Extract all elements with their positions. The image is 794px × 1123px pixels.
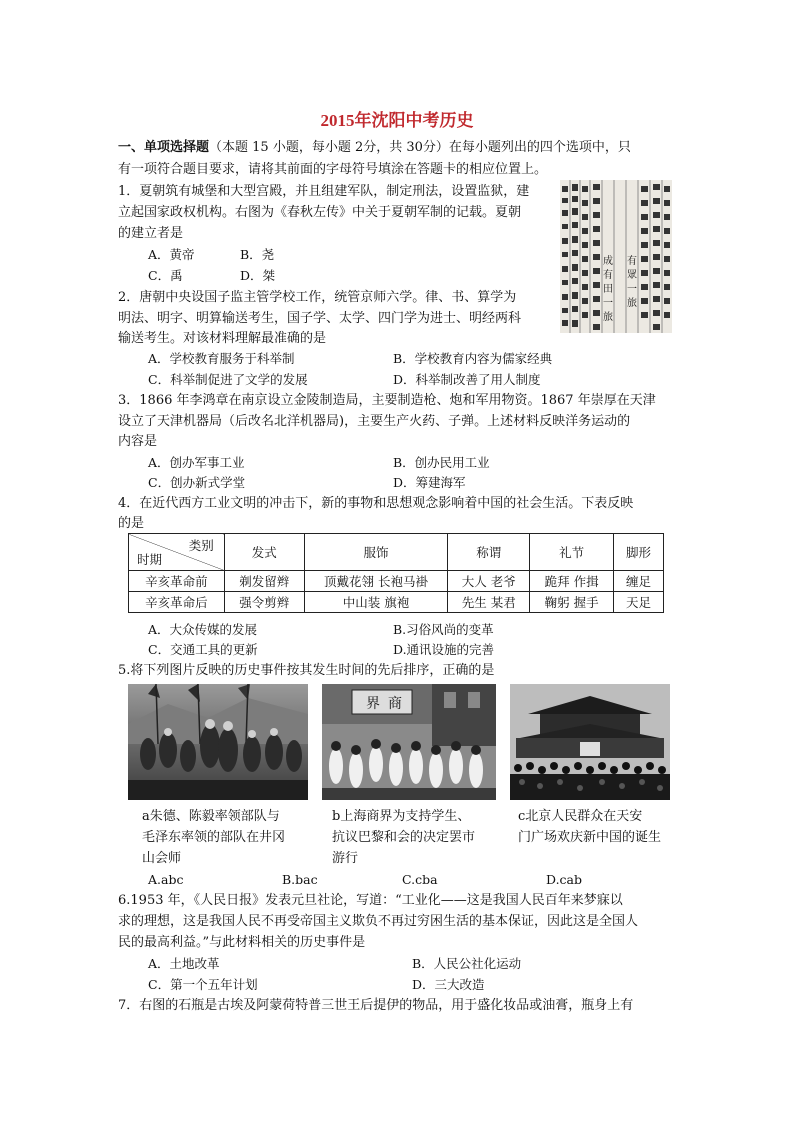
q3-option-a: A．创办军事工业 <box>148 455 245 470</box>
q3-line-1: 3．1866 年李鸿章在南京设立金陵制造局，主要制造枪、炮和军用物资。1867 年崇厚在天津 <box>118 393 656 408</box>
q5-option-b: B.bac <box>282 872 318 887</box>
caption-line: 山会师 <box>142 851 182 866</box>
table-cell: 顶戴花翎 长袍马褂 <box>304 571 448 592</box>
caption-line: c北京人民群众在天安 <box>518 809 643 824</box>
q7-line-1: 7．右图的石瓶是古埃及阿蒙荷特普三世王后提伊的物品，用于盛化妆品或油膏，瓶身上有 <box>118 998 634 1013</box>
scroll-glyph: 一 <box>627 284 637 295</box>
table-cell: 鞠躬 握手 <box>530 592 614 613</box>
q2-line-1: 2．唐朝中央设国子监主管学校工作，统管京师六学。律、书、算学为 <box>118 290 517 305</box>
q2-line-3: 输送考生。对该材料理解最准确的是 <box>118 331 327 346</box>
q3-option-b: B．创办民用工业 <box>393 455 490 470</box>
table-header: 发式 <box>224 534 304 571</box>
scroll-glyph: 眾 <box>627 270 637 281</box>
table-cell: 大人 老爷 <box>448 571 530 592</box>
scroll-glyph: 成 <box>603 256 613 267</box>
q1-line-3: 的建立者是 <box>118 226 184 241</box>
q1-option-a: A．黄帝 <box>148 247 195 262</box>
q3-line-3: 内容是 <box>118 434 158 449</box>
table-cell: 剃发留辫 <box>224 571 304 592</box>
q4-option-b: B.习俗风尚的变革 <box>393 622 494 637</box>
q1-line-1: 1．夏朝筑有城堡和大型宫殿，并且组建军队，制定刑法，设置监狱，建 <box>118 184 530 199</box>
q1-line-2: 立起国家政权机构。右图为《春秋左传》中关于夏朝军制的记载。夏朝 <box>118 205 522 220</box>
q6-line-1: 6.1953 年，《人民日报》发表元旦社论，写道：“工业化——这是我国人民百年来梦寐以 <box>118 893 623 908</box>
corner-period-label: 时期 <box>137 552 163 567</box>
q6-option-a: A．土地改革 <box>148 956 220 971</box>
scroll-glyph: 田 <box>603 284 613 295</box>
customs-table <box>128 533 664 613</box>
q1-option-d: D．桀 <box>240 268 276 283</box>
table-cell: 强令剪辫 <box>224 592 304 613</box>
caption-line: 毛泽东率领的部队在井冈 <box>142 830 286 845</box>
caption-line: a朱德、陈毅率领部队与 <box>142 809 280 824</box>
table-cell: 先生 某君 <box>448 592 530 613</box>
shanghai-strike-photo <box>322 684 496 800</box>
q2-option-d: D．科举制改善了用人制度 <box>393 372 541 387</box>
q6-line-2: 求的理想，这是我国人民不再受帝国主义欺负不再过穷困生活的基本保证，因此这是全国人 <box>118 914 639 929</box>
q6-option-c: C．第一个五年计划 <box>148 977 258 992</box>
table-header: 脚形 <box>614 534 664 571</box>
table-cell: 缠足 <box>614 571 664 592</box>
q1-option-b: B．尧 <box>240 247 275 262</box>
q3-line-2: 设立了天津机器局（后改名北洋机器局)，主要生产火药、子弹。上述材料反映洋务运动的 <box>118 414 631 429</box>
section-intro-text: （本题 15 小题，每小题 2分，共 30分）在每小题列出的四个选项中，只 <box>209 140 631 155</box>
section-heading: 一、单项选择题 <box>118 140 210 155</box>
section-intro-line-2: 有一项符合题目要求，请将其前面的字母符号填涂在答题卡的相应位置上。 <box>118 162 548 177</box>
table-row <box>129 592 664 613</box>
q5-line: 5.将下列图片反映的历史事件按其发生时间的先后排序，正确的是 <box>118 663 495 678</box>
scroll-glyph: 旅 <box>603 312 613 323</box>
q6-option-b: B．人民公社化运动 <box>412 956 522 971</box>
corner-category-label: 类别 <box>188 538 214 553</box>
caption-line: b上海商界为支持学生、 <box>332 809 471 824</box>
page-title: 2015年沈阳中考历史 <box>320 111 474 130</box>
q5-option-d: D.cab <box>546 872 583 887</box>
jinggangshan-meeting-photo <box>128 684 308 800</box>
scroll-glyph: 旅 <box>627 298 637 309</box>
q6-line-3: 民的最高利益。”与此材料相关的历史事件是 <box>118 935 366 950</box>
scroll-glyph: 有 <box>603 270 613 281</box>
q2-option-b: B．学校教育内容为儒家经典 <box>393 351 553 366</box>
q4-line-1: 4．在近代西方工业文明的冲击下，新的事物和思想观念影响着中国的社会生活。下表反映 <box>118 496 634 511</box>
q3-option-c: C．创办新式学堂 <box>148 475 246 490</box>
tiananmen-celebration-photo <box>510 684 670 800</box>
section-intro-line-1 <box>118 140 631 156</box>
q2-option-c: C．科举制促进了文学的发展 <box>148 372 308 387</box>
photo-c-caption <box>518 806 661 848</box>
q4-option-d: D.通讯设施的完善 <box>393 642 495 657</box>
table-row <box>129 571 664 592</box>
q2-option-a: A．学校教育服务于科举制 <box>148 351 295 366</box>
table-cell: 辛亥革命前 <box>129 571 225 592</box>
q5-option-c: C.cba <box>402 872 438 887</box>
scroll-glyph: 有 <box>627 256 637 267</box>
table-header-row <box>129 534 664 571</box>
table-cell: 跪拜 作揖 <box>530 571 614 592</box>
table-cell: 辛亥革命后 <box>129 592 225 613</box>
q6-option-d: D．三大改造 <box>412 977 485 992</box>
table-header: 礼节 <box>530 534 614 571</box>
caption-line: 游行 <box>332 851 359 866</box>
table-header: 服饰 <box>304 534 448 571</box>
table-corner-cell <box>129 534 225 571</box>
q4-option-a: A．大众传媒的发展 <box>148 622 258 637</box>
caption-line: 门广场欢庆新中国的诞生 <box>518 830 662 845</box>
table-cell: 天足 <box>614 592 664 613</box>
caption-line: 抗议巴黎和会的决定罢市 <box>332 830 476 845</box>
banner-sign-char: 界 <box>366 696 380 712</box>
scroll-glyph: 一 <box>603 298 613 309</box>
photo-b-caption <box>332 806 475 869</box>
photo-a-caption <box>142 806 285 869</box>
chunqiu-zuozhuan-text-image <box>560 180 672 333</box>
q4-line-2: 的是 <box>118 516 145 531</box>
table-cell: 中山装 旗袍 <box>304 592 448 613</box>
q3-option-d: D．筹建海军 <box>393 475 466 490</box>
q1-option-c: C．禹 <box>148 268 183 283</box>
table-header: 称谓 <box>448 534 530 571</box>
q2-line-2: 明法、明字、明算输送考生，国子学、太学、四门学为进士、明经两科 <box>118 311 522 326</box>
banner-sign-char: 商 <box>388 696 402 712</box>
q5-option-a: A.abc <box>148 872 184 887</box>
q4-option-c: C．交通工具的更新 <box>148 642 258 657</box>
